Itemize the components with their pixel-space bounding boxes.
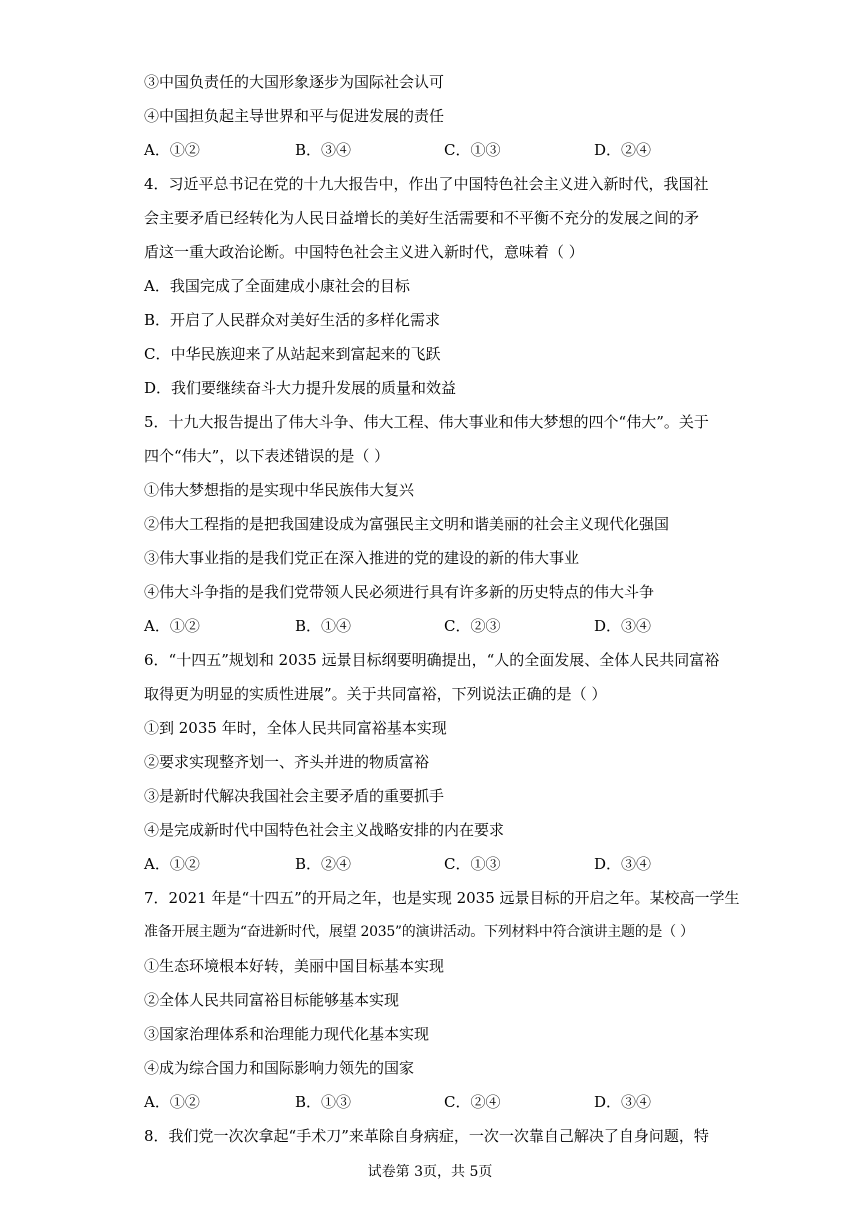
- q5-statement-2: ②伟大工程指的是把我国建设成为富强民主文明和谐美丽的社会主义现代化强国: [144, 515, 670, 533]
- q7-statement-3: ③国家治理体系和治理能力现代化基本实现: [144, 1025, 430, 1043]
- q7-stem-line-2: 准备开展主题为“奋进新时代，展望 2035”的演讲活动。下列材料中符合演讲主题的是（ ）: [144, 924, 694, 940]
- q6-stem-line-1: 6．“十四五”规划和 2035 远景目标纲要明确提出，“人的全面发展、全体人民共同富裕: [144, 651, 720, 669]
- q7-stem-line-1: 7．2021 年是“十四五”的开局之年，也是实现 2035 远景目标的开启之年。某校高一学生: [144, 889, 740, 907]
- q7-statement-4: ④成为综合国力和国际影响力领先的国家: [144, 1059, 415, 1077]
- q6-statement-3: ③是新时代解决我国社会主要矛盾的重要抓手: [144, 787, 445, 805]
- q4-stem-line-1: 4．习近平总书记在党的十九大报告中，作出了中国特色社会主义进入新时代，我国社: [144, 175, 709, 193]
- option-b[interactable]: B．①④: [295, 617, 352, 635]
- q3-statement-3: ③中国负责任的大国形象逐步为国际社会认可: [144, 73, 445, 91]
- option-c[interactable]: C．②③: [444, 617, 501, 635]
- q5-stem-line-1: 5．十九大报告提出了伟大斗争、伟大工程、伟大事业和伟大梦想的四个“伟大”。关于: [144, 413, 709, 431]
- q3-statement-4: ④中国担负起主导世界和平与促进发展的责任: [144, 107, 445, 125]
- q4-option-b[interactable]: B．开启了人民群众对美好生活的多样化需求: [144, 311, 441, 329]
- q4-option-d[interactable]: D．我们要继续奋斗大力提升发展的质量和效益: [144, 379, 457, 397]
- option-c[interactable]: C．①③: [444, 855, 501, 873]
- option-b[interactable]: B．①③: [295, 1093, 352, 1111]
- q4-stem-line-3: 盾这一重大政治论断。中国特色社会主义进入新时代，意味着（ ）: [144, 243, 584, 261]
- q4-option-a[interactable]: A．我国完成了全面建成小康社会的目标: [144, 277, 410, 295]
- q5-stem-line-2: 四个“伟大”，以下表述错误的是（ ）: [144, 447, 390, 465]
- option-a[interactable]: A．①②: [144, 617, 200, 635]
- q8-stem-line-1: 8．我们党一次次拿起“手术刀”来革除自身病症，一次一次靠自己解决了自身问题，特: [144, 1127, 709, 1145]
- q6-statement-4: ④是完成新时代中国特色社会主义战略安排的内在要求: [144, 821, 505, 839]
- option-b[interactable]: B．②④: [295, 855, 352, 873]
- option-d[interactable]: D．②④: [594, 141, 652, 159]
- option-c[interactable]: C．②④: [444, 1093, 501, 1111]
- q5-statement-4: ④伟大斗争指的是我们党带领人民必须进行具有许多新的历史特点的伟大斗争: [144, 583, 655, 601]
- q7-statement-1: ①生态环境根本好转，美丽中国目标基本实现: [144, 957, 445, 975]
- q7-statement-2: ②全体人民共同富裕目标能够基本实现: [144, 991, 400, 1009]
- q6-stem-line-2: 取得更为明显的实质性进展”。关于共同富裕，下列说法正确的是（ ）: [144, 685, 607, 703]
- option-a[interactable]: A．①②: [144, 855, 200, 873]
- option-a[interactable]: A．①②: [144, 141, 200, 159]
- option-d[interactable]: D．③④: [594, 617, 652, 635]
- q4-stem-line-2: 会主要矛盾已经转化为人民日益增长的美好生活需要和不平衡不充分的发展之间的矛: [144, 209, 700, 227]
- option-c[interactable]: C．①③: [444, 141, 501, 159]
- q6-statement-1: ①到 2035 年时，全体人民共同富裕基本实现: [144, 719, 447, 737]
- q4-option-c[interactable]: C．中华民族迎来了从站起来到富起来的飞跃: [144, 345, 441, 363]
- option-a[interactable]: A．①②: [144, 1093, 200, 1111]
- option-d[interactable]: D．③④: [594, 1093, 652, 1111]
- option-b[interactable]: B．③④: [295, 141, 352, 159]
- page-footer: 试卷第 3页，共 5页: [367, 1164, 493, 1180]
- option-d[interactable]: D．③④: [594, 855, 652, 873]
- q5-statement-1: ①伟大梦想指的是实现中华民族伟大复兴: [144, 481, 415, 499]
- q5-statement-3: ③伟大事业指的是我们党正在深入推进的党的建设的新的伟大事业: [144, 549, 580, 567]
- q6-statement-2: ②要求实现整齐划一、齐头并进的物质富裕: [144, 753, 430, 771]
